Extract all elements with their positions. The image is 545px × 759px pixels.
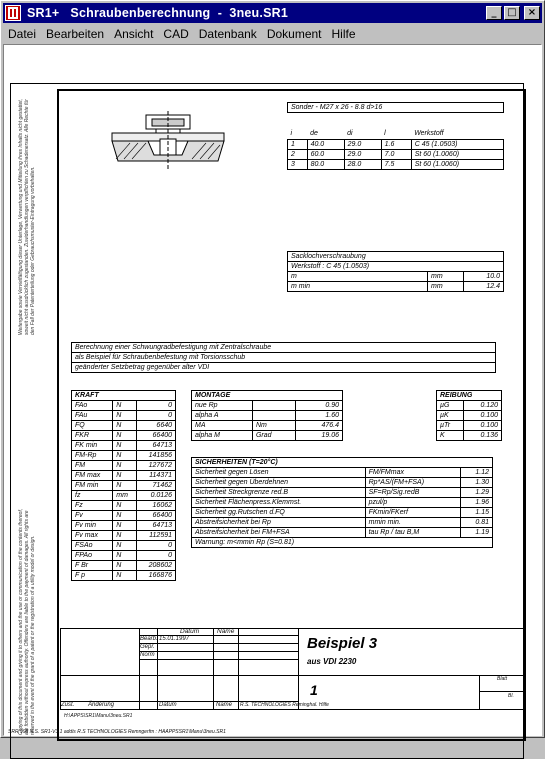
cell: K	[437, 431, 464, 441]
cell: 28.0	[344, 159, 381, 169]
table-row	[72, 571, 176, 581]
cell: 1.60	[296, 411, 343, 421]
close-button[interactable]: ×	[524, 6, 540, 20]
cell: 64713	[137, 441, 176, 451]
cell: 0.100	[463, 421, 501, 431]
cell: 60.0	[307, 149, 344, 159]
cell: N	[113, 471, 137, 481]
left-note-bottom: Copying of this document and giving it to others and the use or communication of the contents thereof, are forbidden without express authority. Offenders are liable to the payment of damages. All rights are reserved in the event of the grant of a patent or the registration of a utility model or design.	[18, 508, 36, 735]
cell: N	[113, 571, 137, 581]
tb-aenderung: Änderung	[88, 702, 115, 708]
sicherheiten-table	[191, 457, 493, 548]
cell: 12.4	[464, 282, 504, 292]
table-row	[192, 468, 493, 478]
tb-company: R.S. TECHNOLOGIES Reminghal. Hilfe	[240, 702, 329, 708]
tb-row-bearb: Bearb.	[140, 636, 158, 642]
cell: alpha A	[192, 411, 253, 421]
table-row	[192, 401, 343, 411]
title-line: Sonder - M27 x 26 - 8.8 d>16	[288, 103, 504, 113]
cell: 1	[288, 139, 308, 149]
table-row	[192, 508, 493, 518]
table-row	[192, 478, 493, 488]
table-row	[72, 541, 176, 551]
cell: Fv	[72, 511, 113, 521]
menu-cad[interactable]: CAD	[163, 26, 189, 41]
cell: 0.0126	[137, 491, 176, 501]
cell: 0.136	[463, 431, 501, 441]
cell: µTr	[437, 421, 464, 431]
maximize-button[interactable]: □	[504, 6, 520, 20]
cell: N	[113, 421, 137, 431]
app-icon[interactable]	[5, 5, 21, 21]
cell: 29.0	[344, 149, 381, 159]
cell: FSAo	[72, 541, 113, 551]
cell: FM/FMmax	[365, 468, 461, 478]
table-row	[192, 518, 493, 528]
table-row	[72, 461, 176, 471]
screw-drawing	[108, 111, 228, 171]
cell: Sicherheit gg.Rutschen d.FQ	[192, 508, 366, 518]
menu-bar	[3, 24, 542, 43]
cell: 1.19	[461, 528, 493, 538]
cell: N	[113, 551, 137, 561]
cell: N	[113, 451, 137, 461]
table-row	[72, 411, 176, 421]
menu-datei[interactable]: Datei	[8, 26, 37, 41]
cell: FAo	[72, 401, 113, 411]
sackloch-table	[287, 251, 504, 292]
cell: FKR	[72, 431, 113, 441]
cell: 1.6	[381, 139, 411, 149]
table-row	[72, 481, 176, 491]
cell: 114371	[137, 471, 176, 481]
cell: N	[113, 531, 137, 541]
table-row	[437, 411, 502, 421]
cell: 29.0	[344, 139, 381, 149]
table-row	[72, 511, 176, 521]
tb-number: 1	[310, 682, 318, 698]
cell: 0.81	[461, 518, 493, 528]
kraft-table	[71, 390, 176, 581]
description-table	[71, 342, 496, 373]
parts-header: Werkstoff	[414, 130, 444, 138]
cell: FQ	[72, 421, 113, 431]
tb-datum: Datum	[159, 702, 177, 708]
cell: Abstreifsicherheit bei Rp	[192, 518, 366, 528]
cell: 1.30	[461, 478, 493, 488]
cell: N	[113, 401, 137, 411]
sack-material: Werkstoff : C 45 (1.0503)	[288, 262, 504, 272]
sicher-warning: Warnung: m<mmin Rp (S=0.81)	[192, 538, 493, 548]
menu-dokument[interactable]: Dokument	[266, 26, 322, 41]
table-row	[192, 411, 343, 421]
cell: 0.100	[463, 411, 501, 421]
tb-row-norm: Norm	[140, 652, 155, 658]
table-row	[72, 501, 176, 511]
cell: F p	[72, 571, 113, 581]
cell: 166876	[137, 571, 176, 581]
minimize-button[interactable]: _	[486, 6, 502, 20]
cell: mmin min.	[365, 518, 461, 528]
cell: µG	[437, 401, 464, 411]
montage-title: MONTAGE	[192, 391, 343, 401]
document-view[interactable]	[3, 44, 542, 736]
cell: 0	[137, 401, 176, 411]
cell: 7.5	[381, 159, 411, 169]
table-row	[288, 159, 504, 169]
cell: Abstreifsicherheit bei FM+FSA	[192, 528, 366, 538]
parts-header: l	[384, 130, 386, 138]
cell: 0	[137, 551, 176, 561]
cell: 476.4	[296, 421, 343, 431]
file-path: H:\APPS\SR1\Manu\3neu.SR1	[64, 713, 133, 719]
tb-name: Name	[216, 702, 233, 708]
cell: Sicherheit gegen Lösen	[192, 468, 366, 478]
table-row	[288, 149, 504, 159]
cell: SF=Rp/Sig.redB	[365, 488, 461, 498]
cell: FPAo	[72, 551, 113, 561]
parts-header: i	[290, 130, 293, 138]
cell: 1.12	[461, 468, 493, 478]
tb-col-datum: Datum	[180, 628, 200, 635]
menu-ansicht[interactable]: Ansicht	[114, 26, 154, 41]
cell: N	[113, 441, 137, 451]
cell: F Br	[72, 561, 113, 571]
cell: St 60 (1.0060)	[411, 159, 503, 169]
table-row	[437, 431, 502, 441]
table-row	[192, 498, 493, 508]
cell: Sicherheit Flächenpress.Klemmst.	[192, 498, 366, 508]
cell	[252, 411, 295, 421]
title-line-table	[287, 102, 504, 113]
table-row	[192, 431, 343, 441]
cell: N	[113, 541, 137, 551]
cell: 40.0	[307, 139, 344, 149]
menu-datenbank[interactable]: Datenbank	[198, 26, 257, 41]
cell: Nm	[252, 421, 295, 431]
table-row	[192, 421, 343, 431]
footer-line: SRR 998 N.S. SR1-V3.1 addis R.S TECHNOLOGIES Remngerfm : HAAPPSSR1\Manu\3neu.SR1	[8, 729, 226, 735]
cell: mm	[428, 272, 464, 282]
table-row	[437, 401, 502, 411]
desc-line: Berechnung einer Schwungradbefestigung mit Zentralschraube	[72, 343, 496, 353]
cell: 66400	[137, 431, 176, 441]
table-row	[72, 471, 176, 481]
cell: mm	[113, 491, 137, 501]
menu-hilfe[interactable]: Hilfe	[331, 26, 356, 41]
cell: Fz	[72, 501, 113, 511]
cell: fz	[72, 491, 113, 501]
table-row	[192, 528, 493, 538]
parts-header: di	[347, 130, 353, 138]
cell: tau Rp / tau B,M	[365, 528, 461, 538]
cell: m min	[288, 282, 428, 292]
cell: N	[113, 521, 137, 531]
cell: mm	[428, 282, 464, 292]
cell: Rp*AS/(FM+FSA)	[365, 478, 461, 488]
cell: FAu	[72, 411, 113, 421]
tb-row-gepr: Gepr.	[140, 644, 155, 650]
cell: N	[113, 511, 137, 521]
cell: 2	[288, 149, 308, 159]
cell: 0.120	[463, 401, 501, 411]
cell: Grad	[252, 431, 295, 441]
cell	[252, 401, 295, 411]
cell: 208602	[137, 561, 176, 571]
desc-line: geänderter Setzbetrag gegenüber alter VDI	[72, 363, 496, 373]
cell: 127672	[137, 461, 176, 471]
cell: FM-Rp	[72, 451, 113, 461]
cell: St 60 (1.0060)	[411, 149, 503, 159]
cell: FK min	[72, 441, 113, 451]
menu-bearbeiten[interactable]: Bearbeiten	[46, 26, 105, 41]
table-row	[288, 282, 504, 292]
cell: 3	[288, 159, 308, 169]
tb-blatt: Blatt	[497, 676, 508, 682]
reibung-title: REIBUNG	[437, 391, 502, 401]
cell: C 45 (1.0503)	[411, 139, 503, 149]
cell: 7.0	[381, 149, 411, 159]
cell: 64713	[137, 521, 176, 531]
cell: 0	[137, 411, 176, 421]
table-row	[288, 272, 504, 282]
cell: 66400	[137, 511, 176, 521]
tb-subtitle: aus VDI 2230	[307, 657, 357, 666]
cell: m	[288, 272, 428, 282]
cell: MA	[192, 421, 253, 431]
cell: 1.96	[461, 498, 493, 508]
cell: FM min	[72, 481, 113, 491]
cell: FKmin/FKerf	[365, 508, 461, 518]
left-note-top: Weitergabe sowie Vervielfältigung dieser Unterlage, Verwertung und Mitteilung ihres Inhalts nicht gestattet, soweit nicht ausdrücklich zugestanden. Zuwiderhandlungen verpflichten zu Schadenersatz. Alle Rechte für den Fall der Patenterteilung oder Gebrauchsmuster-Eintragung vorbehalten.	[18, 98, 36, 335]
cell: pzul/p	[365, 498, 461, 508]
parts-table	[287, 129, 504, 170]
cell: N	[113, 431, 137, 441]
table-row	[72, 421, 176, 431]
cell: alpha M	[192, 431, 253, 441]
tb-bearb-date: 15.01.1997	[159, 636, 190, 642]
table-row	[72, 521, 176, 531]
table-row	[72, 561, 176, 571]
table-row	[72, 441, 176, 451]
title-bar[interactable]	[3, 3, 542, 23]
cell: 0	[137, 541, 176, 551]
table-row	[437, 421, 502, 431]
cell: 16062	[137, 501, 176, 511]
table-row	[72, 401, 176, 411]
cell: N	[113, 501, 137, 511]
cell: nue Rp	[192, 401, 253, 411]
reibung-table	[436, 390, 502, 441]
table-row	[192, 488, 493, 498]
montage-table	[191, 390, 343, 441]
table-row	[288, 139, 504, 149]
cell: 10.0	[464, 272, 504, 282]
cell: 1.15	[461, 508, 493, 518]
tb-col-name: Name	[217, 628, 235, 635]
cell: Fv min	[72, 521, 113, 531]
desc-line: als Beispiel für Schraubenbefestung mit Torsionsschub	[72, 353, 496, 363]
table-row	[72, 431, 176, 441]
cell: N	[113, 561, 137, 571]
kraft-title: KRAFT	[72, 391, 176, 401]
cell: 141856	[137, 451, 176, 461]
cell: Sicherheit Streckgrenze red.B	[192, 488, 366, 498]
cell: N	[113, 481, 137, 491]
title-block	[60, 628, 524, 710]
cell: FM max	[72, 471, 113, 481]
cell: 1.29	[461, 488, 493, 498]
cell: N	[113, 461, 137, 471]
cell: 112591	[137, 531, 176, 541]
cell: Fv max	[72, 531, 113, 541]
table-row	[72, 451, 176, 461]
cell: 19.06	[296, 431, 343, 441]
cell: N	[113, 411, 137, 421]
table-row	[72, 551, 176, 561]
window-title: SR1+ Schraubenberechnung - 3neu.SR1	[27, 6, 288, 20]
table-row	[72, 491, 176, 501]
parts-header: de	[310, 130, 318, 138]
cell: 80.0	[307, 159, 344, 169]
cell: 71462	[137, 481, 176, 491]
cell: Sicherheit gegen Überdehnen	[192, 478, 366, 488]
sicher-title: SICHERHEITEN (T=20°C)	[192, 458, 493, 468]
sack-title: Sacklochverschraubung	[288, 252, 504, 262]
tb-bl: Bl.	[508, 693, 514, 699]
cell: 0.90	[296, 401, 343, 411]
cell: 6640	[137, 421, 176, 431]
tb-zust: Zust.	[61, 702, 75, 708]
cell: µK	[437, 411, 464, 421]
table-row	[72, 531, 176, 541]
cell: FM	[72, 461, 113, 471]
tb-title: Beispiel 3	[307, 635, 378, 652]
